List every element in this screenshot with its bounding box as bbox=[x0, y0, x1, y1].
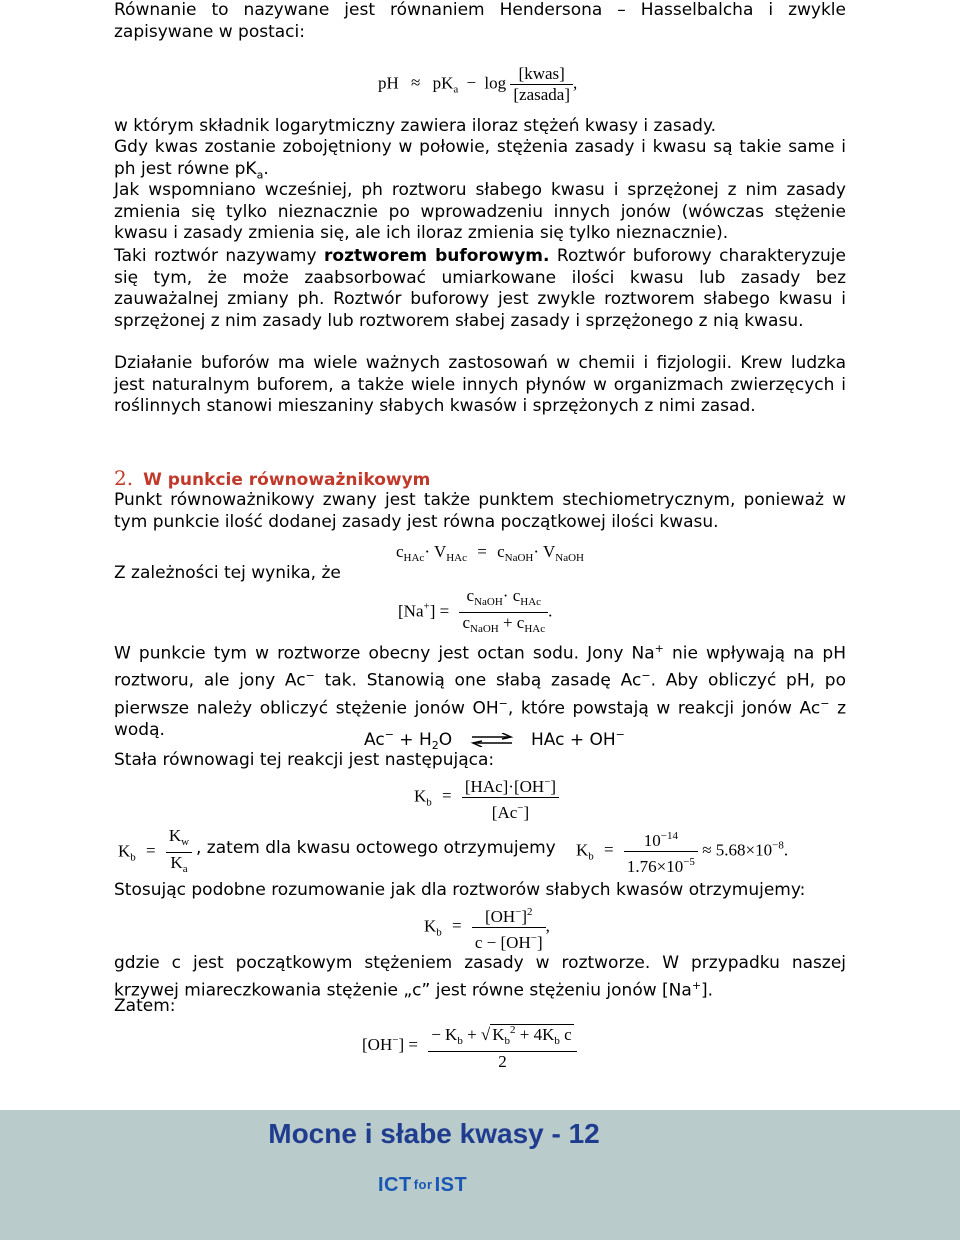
paragraph-half-neutralized: Gdy kwas zostanie zobojętniony w połowie, stężenia zasady i kwasu są takie same i ph jest równe $pK_a$. bbox=[114, 137, 846, 181]
paragraph-equivalence-point: Punkt równoważnikowy zwany jest także punktem stechiometrycznym, ponieważ w tym punkcie ilość dodanej zasady jest równa początkowej ilości kwasu. bbox=[114, 490, 846, 532]
paragraph-weak-acid: Jak wspomniano wcześniej, ph roztworu słabego kwasu i sprzężonej z nim zasady zmienia się tylko nieznacznie po wprowadzeniu innych jonów (wówczas stężenie kwasu i zasady zmienia się, ale ich iloraz zmienia się tylko nieznacznie). bbox=[114, 180, 846, 244]
paragraph-sodium-acetate: W punkcie tym w roztworze obecny jest octan sodu. Jony Na+ nie wpływają na pH roztworu, ale jony Ac− tak. Stanowią one słabą zasadę Ac−. Aby obliczyć pH, po pierwsze należy obliczyć stężenie jonów OH−, które powstają w reakcji jonów Ac− z wodą. bbox=[114, 642, 847, 740]
henderson-hasselbalch-equation: pH ≈ $pK_a - \log$ $\frac{\text{[kwas]}}{\text{[zasada]}}$ , bbox=[378, 64, 578, 104]
paragraph-it-follows: Z zależności tej wynika, że bbox=[114, 563, 341, 583]
paragraph-buffer-definition: Taki roztwór nazywamy roztworem buforowym. Roztwór buforowy charakteryzuje się tym, że może zaabsorbować umiarkowane ilości kwasu lub zasady bez zauważalnej zmiany ph. Roztwór buforowy jest zwykle roztworem słabego kwasu i sprzężonej z nim zasady lub roztworem słabej zasady i sprzężonego z nią kwasu. bbox=[114, 246, 846, 331]
equation-sodium-concentration: [Na+] = $\frac{c_{NaOH}\cdot c_{HAc}}{c_{NaOH} + c_{HAc}}$ . bbox=[398, 586, 552, 639]
equation-kb-kw-ka: $K_b$ = $\frac{K_w}{K_a}$ bbox=[118, 826, 192, 879]
equation-kb-definition: $K_b$ = $\frac{[HAc]\cdot[OH^-]}{[Ac^-]}$ bbox=[414, 772, 559, 823]
equation-hydrolysis-reaction: $Ac^- + H_2O$ HAc + OH− bbox=[364, 728, 625, 752]
paragraph-therefore: Zatem: bbox=[114, 996, 176, 1016]
equation-oh-concentration: [OH−] = $\frac{- K_b + √ K_b^2 + 4K_b c}{2}$ bbox=[362, 1020, 577, 1072]
equation-moles: $c_{HAc}\cdot V_{HAc} = c_{NaOH}\cdot V_{NaOH}$ bbox=[396, 542, 584, 564]
paragraph-log-component: w którym składnik logarytmiczny zawiera iloraz stężeń kwasy i zasady. bbox=[114, 116, 716, 136]
page-footer bbox=[0, 1110, 960, 1240]
section-heading: 2. W punkcie równoważnikowym bbox=[114, 466, 431, 490]
paragraph-acetic-acid: , zatem dla kwasu octowego otrzymujemy bbox=[196, 838, 556, 858]
paragraph-buffer-applications: Działanie buforów ma wiele ważnych zastosowań w chemii i fizjologii. Krew ludzka jest naturalnym buforem, a także wiele innych płynów w organizmach zwierzęcych i roślinnych stanowi mieszaniny słabych kwasów i sprzężonych z nimi zasad. bbox=[114, 353, 846, 417]
paragraph-similar-reasoning: Stosując podobne rozumowanie jak dla roztworów słabych kwasów otrzymujemy: bbox=[114, 880, 806, 900]
paragraph-intro: Równanie to nazywane jest równaniem Hendersona – Hasselbalcha i zwykle zapisywane w postaci: bbox=[114, 0, 846, 42]
equilibrium-arrow-icon bbox=[470, 733, 514, 747]
paragraph-initial-concentration: gdzie c jest początkowym stężeniem zasady w roztworze. W przypadku naszej krzywej miareczkowania stężenie „c” jest równe stężeniu jonów [Na+]. bbox=[114, 953, 846, 1001]
equation-kb-value: $K_b$ = $\frac{10^{-14}}{1.76\times 10^{-5}}$ ≈ $5.68\times 10^{-8}$. bbox=[576, 830, 789, 876]
equation-kb-oh: $K_b$ = $\frac{[OH^-]^2}{c - [OH^-]}$ , bbox=[424, 906, 550, 952]
ict-for-ist-logo: ICT for IST bbox=[378, 1174, 468, 1196]
paragraph-equilibrium-constant: Stała równowagi tej reakcji jest następująca: bbox=[114, 750, 495, 770]
footer-title: Mocne i słabe kwasy - 12 bbox=[268, 1118, 600, 1149]
